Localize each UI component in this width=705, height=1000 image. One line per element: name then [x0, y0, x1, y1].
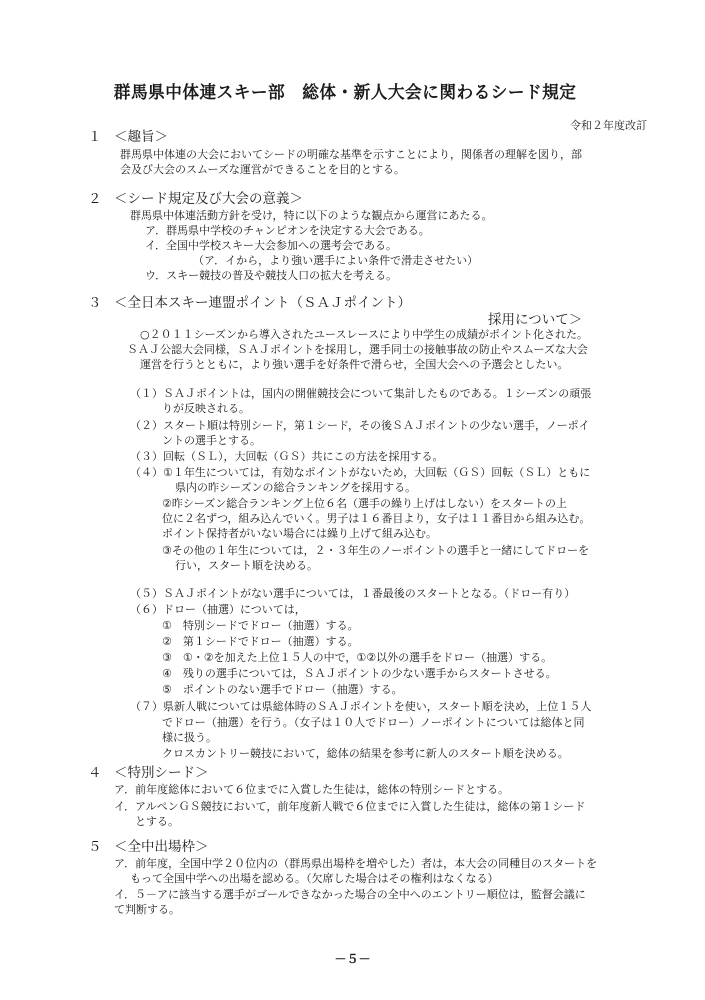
section-5-line-1: ア．前年度，全国中学２０位内の（群馬県出場枠を増やした）者は，本大会の同種目のスタートを — [114, 857, 598, 870]
section-3-item-6-sub-4: ④ 残りの選手については，ＳＡＪポイントの少ない選手からスタートさせる。 — [162, 667, 557, 680]
section-5-heading — [88, 838, 209, 856]
section-3-item-1-line-1: （１）ＳＡＪポイントは，国内の開催競技会について集計したものである。１シーズンの頑張 — [130, 387, 592, 400]
section-3-title-continued: 採用について＞ — [488, 312, 583, 328]
section-5-title: ＜全中出場枠＞ — [114, 839, 209, 855]
section-3-item-4-line-1: （４）①１年生については，有効なポイントがないため，大回転（ＧＳ）回転（ＳＬ）ともに — [130, 466, 591, 479]
section-5-line-3: イ．５－アに該当する選手がゴールできなかった場合の全中へのエントリー順位は，監督会議に — [114, 888, 586, 901]
section-4-line-3: とする。 — [135, 815, 179, 828]
section-2-number: ２ — [88, 191, 102, 207]
section-1-line-1: 群馬県中体連の大会においてシードの明確な基準を示すことにより，関係者の理解を図り，部 — [120, 148, 582, 161]
page-title: 群馬県中体連スキー部 総体・新人大会に関わるシード規定 — [113, 83, 577, 103]
section-1-number: １ — [88, 129, 102, 145]
section-3-item-7-line-2: でドロー（抽選）を行う。（女子は１０人でドロー）ノーポイントについては総体と同 — [162, 716, 585, 729]
section-4-heading — [88, 764, 209, 782]
section-4-number: ４ — [88, 765, 102, 781]
section-4-line-2: イ．アルペンＧＳ競技において，前年度新人戦で６位までに入賞した生徒は，総体の第１シード — [114, 800, 586, 813]
section-3-item-6-intro: （６）ドロー（抽選）については， — [130, 603, 306, 616]
section-3-line-2: ＳＡＪ公認大会同様，ＳＡＪポイントを採用し，選手同士の接触事故の防止やスムーズな大会 — [127, 343, 588, 356]
section-3-item-4-line-2: 県内の昨シーズンの総合ランキングを採用する。 — [175, 481, 417, 494]
page-number: －５－ — [334, 952, 371, 966]
section-2-line-1: 群馬県中体連活動方針を受け，特に以下のような観点から運営にあたる。 — [130, 209, 493, 222]
section-3-item-5: （５）ＳＡＪポイントがない選手については，１番最後のスタートとなる。（ドロー有り） — [130, 587, 576, 600]
section-3-item-6-sub-5: ⑤ ポイントのない選手でドロー（抽選）する。 — [162, 683, 403, 696]
section-3-item-2-line-2: ントの選手とする。 — [162, 434, 261, 447]
section-3-item-6-sub-2: ② 第１シードでドロー（抽選）する。 — [162, 635, 359, 648]
section-3-title: ＜全日本スキー連盟ポイント（ＳＡＪポイント） — [114, 295, 411, 311]
section-2-line-4: （ア．イから，より強い選手によい条件で滑走させたい） — [193, 254, 479, 267]
section-4-title: ＜特別シード＞ — [114, 765, 209, 781]
section-4-line-1: ア．前年度総体において６位までに入賞した生徒は，総体の特別シードとする。 — [114, 783, 510, 796]
section-3-number: ３ — [88, 295, 102, 311]
section-3-item-6-sub-1: ① 特別シードでドロー（抽選）する。 — [162, 619, 359, 632]
section-3-item-4-line-7: 行い，スタート順を決める。 — [175, 559, 318, 572]
section-2-heading — [88, 190, 303, 208]
section-3-item-7-line-1: （７）県新人戦については県総体時のＳＡＪポイントを使い，スタート順を決め，上位１５人 — [130, 700, 592, 713]
section-3-item-4-line-6: ③その他の１年生については，２・３年生のノーポイントの選手と一緒にしてドローを — [162, 544, 590, 557]
section-3-item-4-line-3: ②昨シーズン総合ランキング上位６名（選手の繰り上げはしない）をスタートの上 — [162, 497, 567, 510]
section-3-line-1: ○２０１１シーズンから導入されたユースレースにより中学生の成績がポイント化された。 — [140, 328, 588, 341]
section-3-item-1-line-2: りが反映される。 — [162, 402, 250, 415]
section-2-line-3: イ．全国中学校スキー大会参加への選考会である。 — [145, 239, 398, 252]
section-3-item-6-sub-3: ③ ①・②を加えた上位１５人の中で，①②以外の選手をドロー（抽選）する。 — [162, 651, 553, 664]
section-3-line-3: 運営を行うとともに，より強い選手を好条件で滑らせ，全国大会への予選会としたい。 — [140, 358, 569, 371]
section-3-item-7-line-4: クロスカントリー競技において，総体の結果を参考に新人のスタート順を決める。 — [162, 747, 569, 760]
section-3-heading — [88, 294, 411, 312]
revision-note: 令和２年度改訂 — [570, 119, 647, 132]
section-1-line-2: 会及び大会のスムーズな運営ができることを目的とする。 — [120, 163, 405, 176]
section-5-line-2: もって全国中学への出場を認める。（欠席した場合はその権利はなくなる） — [130, 872, 499, 885]
section-2-line-5: ウ．スキー競技の普及や競技人口の拡大を考える。 — [145, 269, 398, 282]
section-2-line-2: ア．群馬県中学校のチャンピオンを決定する大会である。 — [145, 224, 430, 237]
section-1-heading — [88, 128, 168, 146]
section-3-item-4-line-4: 位に２名ずつ，組み込んでいく。男子は１６番目より，女子は１１番目から組み込む。 — [162, 512, 591, 525]
section-5-number: ５ — [88, 839, 102, 855]
section-2-title: ＜シード規定及び大会の意義＞ — [114, 191, 303, 207]
section-1-title: ＜趣旨＞ — [114, 129, 168, 145]
section-3-item-2-line-1: （２）スタート順は特別シード，第１シード，その後ＳＡＪポイントの少ない選手，ノーポイ — [130, 419, 590, 432]
section-3-item-4-line-5: ポイント保持者がいない場合には繰り上げて組み込む。 — [162, 527, 437, 540]
section-3-item-7-line-3: 様に扱う。 — [162, 731, 217, 744]
section-5-line-4: て判断する。 — [114, 903, 180, 916]
section-3-item-3: （３）回転（ＳＬ），大回転（ＧＳ）共にこの方法を採用する。 — [130, 450, 444, 463]
